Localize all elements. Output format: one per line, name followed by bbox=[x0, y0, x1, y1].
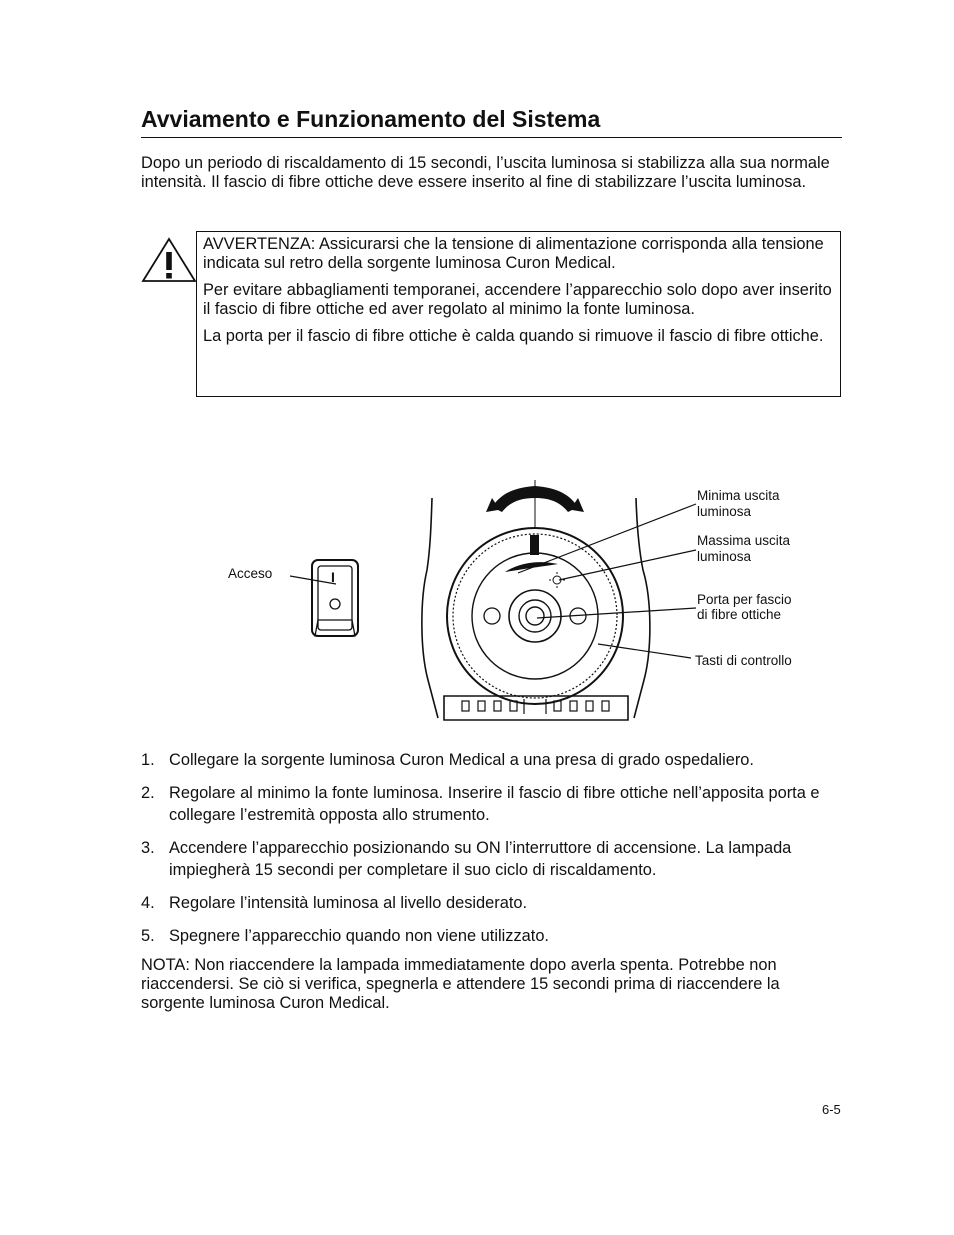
label-min-output-2: luminosa bbox=[697, 504, 752, 519]
list-item: 2. Regolare al minimo la fonte luminosa. Inserire il fascio di fibre ottiche nell’apposita porta e collegare l’estremità opposta allo strumento. bbox=[141, 784, 820, 824]
list-item: 1. Collegare la sorgente luminosa Curon Medical a una presa di grado ospedaliero. bbox=[141, 751, 754, 769]
leader-lines bbox=[290, 504, 696, 658]
steps-list bbox=[141, 749, 841, 958]
device-housing bbox=[422, 498, 650, 720]
list-item: 5. Spegnere l’apparecchio quando non viene utilizzato. bbox=[141, 927, 549, 945]
base-vents bbox=[462, 699, 609, 714]
dial-indicator bbox=[530, 535, 539, 555]
page-number: 6-5 bbox=[822, 1102, 841, 1117]
intensity-wedge bbox=[505, 562, 558, 572]
warning-paragraph: La porta per il fascio di fibre ottiche è calda quando si rimuove il fascio di fibre ottiche. bbox=[203, 327, 824, 345]
label-controls: Tasti di controllo bbox=[695, 653, 792, 668]
switch-on-mark: I bbox=[331, 569, 335, 585]
page-title: Avviamento e Funzionamento del Sistema bbox=[141, 106, 601, 132]
intro-paragraph: Dopo un periodo di riscaldamento di 15 secondi, l’uscita luminosa si stabilizza alla sua normale intensità. Il fascio di fibre ottiche deve essere inserito al fine di stabilizzare l’uscita luminosa. bbox=[141, 154, 830, 191]
warning-paragraph: AVVERTENZA: Assicurarsi che la tensione di alimentazione corrisponda alla tensione indicata sul retro della sorgente luminosa Curon Medical. bbox=[203, 235, 824, 272]
list-item: 3. Accendere l’apparecchio posizionando su ON l’interruttore di accensione. La lampada impiegherà 15 secondi per completare il suo ciclo di riscaldamento. bbox=[141, 839, 792, 879]
note-paragraph: NOTA: Non riaccendere la lampada immediatamente dopo averla spenta. Potrebbe non riaccendersi. Se ciò si verifica, spegnerla e attendere 15 secondi prima di riaccendere la sorgente luminosa Curon Medical. bbox=[141, 956, 780, 1012]
sun-icon bbox=[549, 572, 565, 588]
label-max-output-2: luminosa bbox=[697, 549, 752, 564]
warning-paragraph: Per evitare abbagliamenti temporanei, accendere l’apparecchio solo dopo aver inserito il fascio di fibre ottiche ed aver regolato al minimo la fonte luminosa. bbox=[203, 281, 832, 318]
list-item: 4. Regolare l’intensità luminosa al livello desiderato. bbox=[141, 894, 528, 912]
label-max-output-1: Massima uscita bbox=[697, 533, 791, 548]
title-rule bbox=[141, 137, 842, 138]
label-port-2: di fibre ottiche bbox=[697, 607, 782, 622]
warning-box bbox=[196, 231, 841, 397]
power-switch bbox=[312, 560, 358, 636]
label-min-output-1: Minima uscita bbox=[697, 488, 780, 503]
label-port-1: Porta per fascio bbox=[697, 592, 792, 607]
device-front-panel-diagram bbox=[200, 470, 840, 730]
warning-triangle-icon bbox=[140, 236, 198, 284]
label-acceso: Acceso bbox=[228, 566, 273, 581]
